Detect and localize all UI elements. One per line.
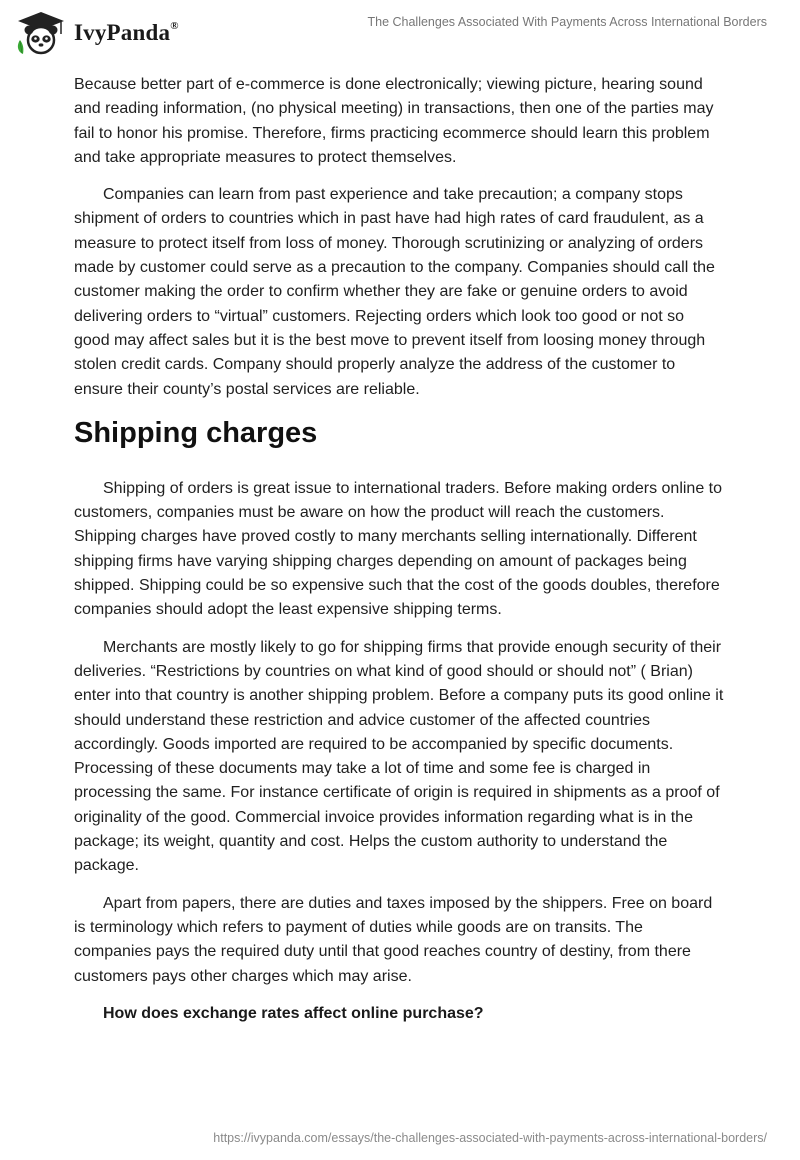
source-url[interactable]: https://ivypanda.com/essays/the-challenges-associated-with-payments-across-international-borders/ <box>213 1131 767 1145</box>
ivypanda-logo[interactable] <box>14 8 179 58</box>
article-body <box>74 73 724 1026</box>
paragraph: Companies can learn from past experience and take precaution; a company stops shipment of orders to countries which in past have had high rates of card fraudulent, as a measure to protect itself from loss of money. Thorough scrutinizing or analyzing of orders made by customer could serve as a precaution to the company. Companies should call the customer making the order to confirm whether they are fake or genuine orders to avoid delivering orders to “virtual” customers. Rejecting orders which look too good or not so good may affect sales but it is the best move to prevent itself from loosing money through stolen credit cards. Company should properly analyze the address of the customer to ensure their county’s postal services are reliable. <box>74 186 715 398</box>
paragraph: Shipping of orders is great issue to international traders. Before making orders online to customers, companies must be aware on how the product will reach the customers. Shipping charges have proved costly to many merchants selling internationally. Different shipping firms have varying shipping charges depending on amount of packages being shipped. Shipping could be so expensive such that the cost of the goods doubles, therefore companies should adopt the least expensive shipping terms. <box>74 479 723 619</box>
brand-name: IvyPanda® <box>74 20 179 45</box>
section-heading: Shipping charges <box>74 416 318 449</box>
paragraph: Merchants are mostly likely to go for shipping firms that provide enough security of their deliveries. “Restrictions by countries on what kind of good should or should not” ( Brian) enter into that country is another shipping problem. Before a company puts its good online it should understand these restriction and advice customer of the affected countries accordingly. Goods imported are required to be accompanied by specific documents. Processing of these documents may take a lot of time and some fee is charged in processing the same. For instance certificate of origin is required in shipments as a proof of originality of the good. Commercial invoice provides information regarding what is in the package; its weight, quantity and cost. Helps the custom authority to understand the package. <box>74 638 724 875</box>
paragraph: Apart from papers, there are duties and taxes imposed by the shippers. Free on board is terminology which refers to payment of duties while goods are on transits. The companies pays the required duty until that good reaches country of destiny, from there customers pays other charges which may arise. <box>74 894 713 985</box>
page-header <box>0 0 800 72</box>
paragraph: Because better part of e-commerce is done electronically; viewing picture, hearing sound and reading information, (no physical meeting) in transactions, then one of the parties may fail to honor his promise. Therefore, firms practicing ecommerce should learn this problem and take appropriate measures to protect themselves. <box>74 76 714 166</box>
document-title: The Challenges Associated With Payments Across International Borders <box>367 15 767 29</box>
panda-graduate-icon <box>14 10 68 56</box>
subheading: How does exchange rates affect online purchase? <box>103 1004 484 1022</box>
